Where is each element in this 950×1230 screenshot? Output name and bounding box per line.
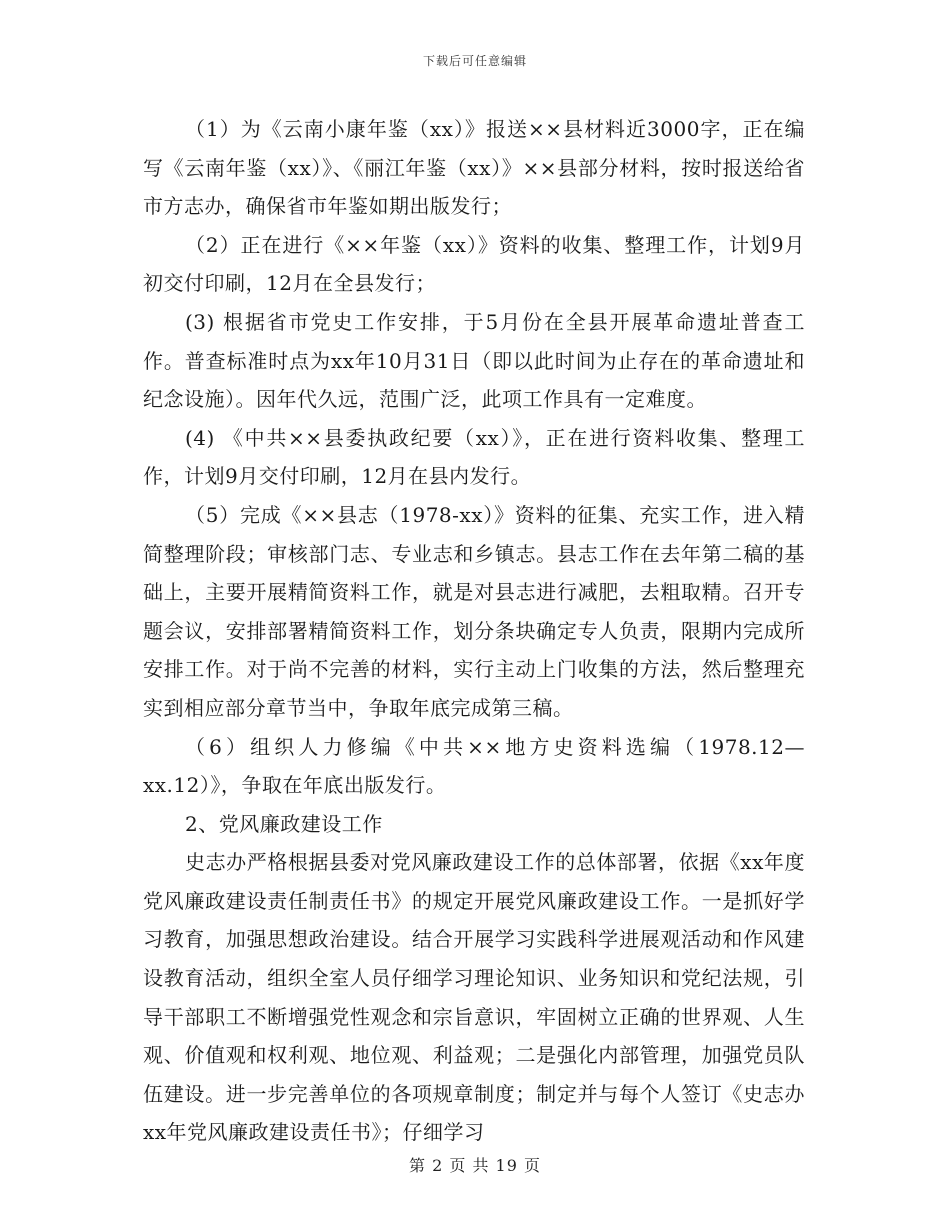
paragraph-4: (4) 《中共××县委执政纪要（xx）》，正在进行资料收集、整理工作，计划9月交付印刷，12月在县内发行。 [143, 425, 805, 489]
paragraph-3: (3) 根据省市党史工作安排，于5月份在全县开展革命遗址普查工作。普查标准时点为xx年10月31日（即以此时间为止存在的革命遗址和纪念设施）。因年代久远，范围广泛，此项工作具有一定难度。 [143, 309, 805, 412]
paragraph-1: （1）为《云南小康年鉴（xx）》报送××县材料近3000字，正在编写《云南年鉴（xx）》、《丽江年鉴（xx）》××县部分材料，按时报送给省市方志办，确保省市年鉴如期出版发行； [143, 117, 805, 219]
page-number: 第 2 页 共 19 页 [409, 1156, 541, 1175]
paragraph-6: （6）组织人力修编《中共××地方史资料选编（1978.12—xx.12）》，争取在年底出版发行。 [143, 734, 805, 798]
paragraph-7: 史志办严格根据县委对党风廉政建设工作的总体部署，依据《xx年度党风廉政建设责任制责任书》的规定开展党风廉政建设工作。一是抓好学习教育，加强思想政治建设。结合开展学习实践科学进展观活动和作风建设教育活动，组织全室人员仔细学习理论知识、业务知识和党纪法规，引导干部职工不断增强党性观念和宗旨意识，牢固树立正确的世界观、人生观、价值观和权利观、地位观、利益观；二是强化内部管理，加强党员队伍建设。进一步完善单位的各项规章制度；制定并与每个人签订《史志办xx年党风廉政建设责任书》；仔细学习 [143, 850, 805, 1145]
document-body [143, 110, 805, 1152]
section-heading: 2、党风廉政建设工作 [185, 811, 383, 836]
paragraph-5: （5）完成《××县志（1978-xx）》资料的征集、充实工作，进入精简整理阶段；审核部门志、专业志和乡镇志。县志工作在去年第二稿的基础上，主要开展精简资料工作，就是对县志进行减肥，去粗取精。召开专题会议，安排部署精简资料工作，划分条块确定专人负责，限期内完成所安排工作。对于尚不完善的材料，实行主动上门收集的方法，然后整理充实到相应部分章节当中，争取年底完成第三稿。 [143, 502, 805, 720]
page-header-note: 下载后可任意编辑 [422, 54, 527, 68]
paragraph-2: （2）正在进行《××年鉴（xx）》资料的收集、整理工作，计划9月初交付印刷，12月在全县发行； [143, 232, 805, 296]
